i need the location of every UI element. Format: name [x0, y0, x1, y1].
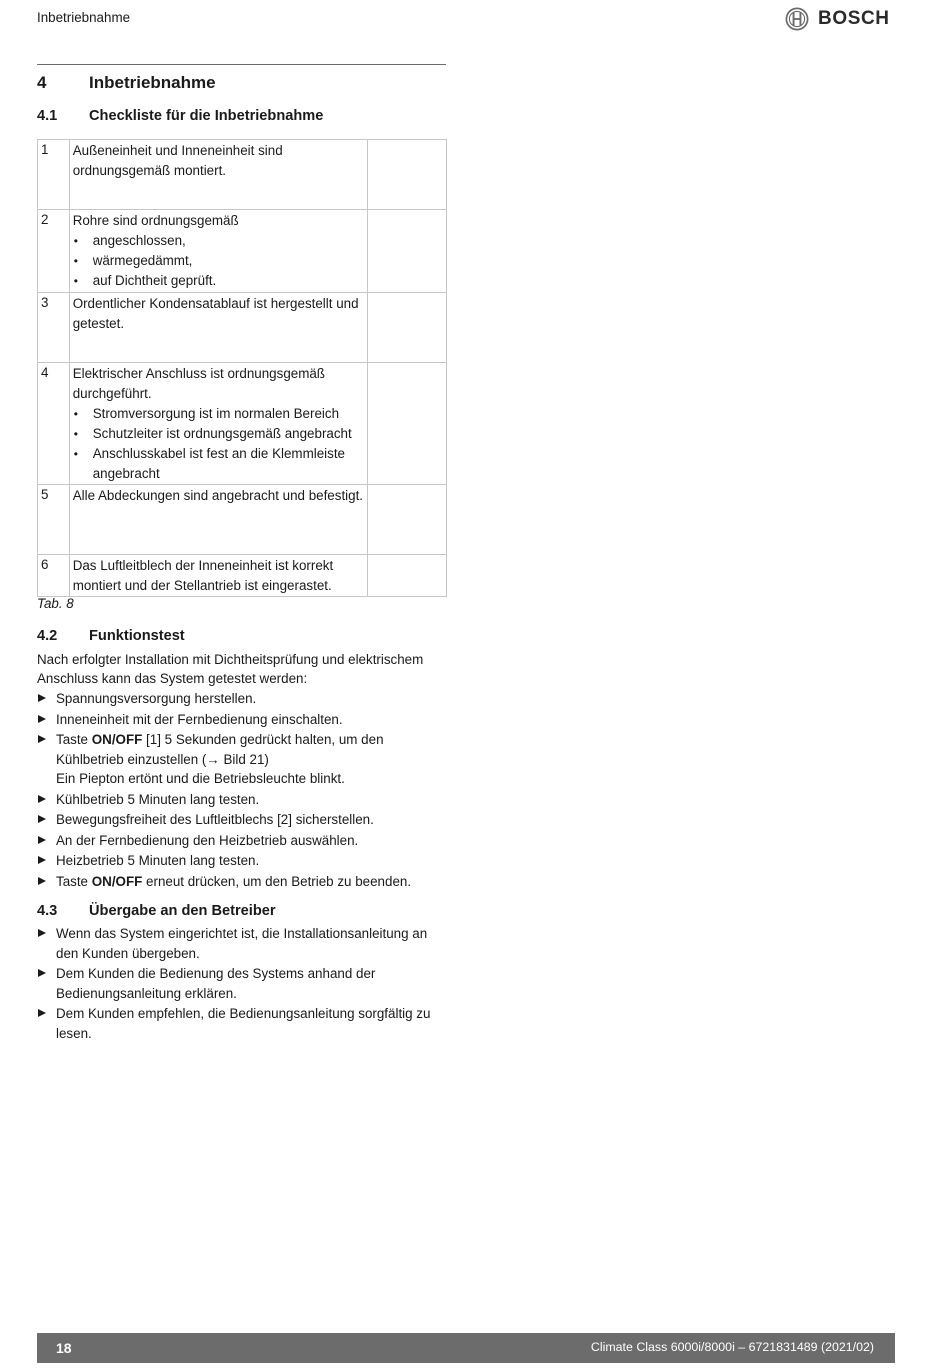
- step-item: [37, 964, 452, 1003]
- step-item: [37, 851, 452, 871]
- bosch-logo: [785, 7, 890, 31]
- section-title: Checkliste für die Inbetriebnahme: [89, 108, 324, 124]
- arrow-bullet-icon: [38, 969, 46, 977]
- arrow-bullet-icon: [38, 694, 46, 702]
- key-label: ON/OFF: [91, 873, 143, 889]
- step-text: An der Fernbedienung den Heizbetrieb auswählen.: [56, 832, 359, 848]
- arrow-bullet-icon: [38, 1009, 46, 1017]
- arrow-bullet-icon: [38, 856, 46, 864]
- row-text: Ordentlicher Kondensatablauf ist hergestellt und getestet.: [72, 296, 359, 331]
- section-number: 4.3: [37, 903, 58, 919]
- row-subitem: • Anschlusskabel ist fest an die Klemmleiste angebracht: [73, 444, 367, 484]
- step-item: [37, 730, 452, 789]
- step-item: [37, 689, 452, 709]
- row-number: 6: [38, 555, 70, 597]
- step-item: [37, 710, 452, 730]
- step-text: Kühlbetrieb 5 Minuten lang testen.: [56, 791, 260, 807]
- section-intro: Nach erfolgter Installation mit Dichtheitsprüfung und elektrischem Anschluss kann das System getestet werden:: [37, 652, 424, 686]
- table-caption: Tab. 8: [37, 596, 74, 611]
- arrow-bullet-icon: [38, 815, 46, 823]
- step-text-prefix: Taste: [56, 732, 92, 747]
- row-text: Rohre sind ordnungsgemäß: [72, 213, 239, 228]
- row-subitems: [73, 404, 367, 484]
- running-header: Inbetriebnahme: [37, 10, 131, 25]
- arrow-bullet-icon: [38, 715, 46, 723]
- checkbox-cell[interactable]: [368, 140, 447, 210]
- section-heading-4-1: [37, 108, 323, 124]
- page-footer: [37, 1333, 895, 1363]
- arrow-bullet-icon: [38, 929, 46, 937]
- row-number: 3: [38, 293, 70, 363]
- section-heading-4-3: [37, 903, 276, 919]
- checkbox-cell[interactable]: [368, 555, 447, 597]
- step-item: [37, 831, 452, 851]
- step-text: Dem Kunden empfehlen, die Bedienungsanleitung sorgfältig zu lesen.: [56, 1006, 431, 1041]
- arrow-bullet-icon: [38, 795, 46, 803]
- section-title: Funktionstest: [89, 628, 185, 644]
- checklist-row: [38, 363, 447, 485]
- page-number: 18: [56, 1340, 72, 1356]
- bosch-armature-icon: [785, 7, 809, 31]
- step-item: [37, 872, 452, 892]
- row-text-cell: [69, 210, 367, 293]
- row-subitem: • Schutzleiter ist ordnungsgemäß angebracht: [73, 424, 367, 444]
- handover-steps: [37, 924, 452, 1044]
- step-text-prefix: Taste: [56, 873, 92, 889]
- row-number: 1: [38, 140, 70, 210]
- row-number: 2: [38, 210, 70, 293]
- arrow-bullet-icon: [38, 735, 46, 743]
- step-text: Heizbetrieb 5 Minuten lang testen.: [56, 853, 260, 868]
- step-text: Spannungsversorgung herstellen.: [56, 691, 257, 706]
- step-item: [37, 810, 452, 830]
- row-text-cell: [69, 293, 367, 363]
- checklist-table: [37, 139, 447, 597]
- checkbox-cell[interactable]: [368, 363, 447, 485]
- row-subitem: • auf Dichtheit geprüft.: [73, 271, 367, 291]
- row-text: Elektrischer Anschluss ist ordnungsgemäß durchgeführt.: [72, 366, 325, 401]
- chapter-rule: [37, 64, 446, 65]
- row-text: Alle Abdeckungen sind angebracht und befestigt.: [72, 488, 364, 503]
- step-item: [37, 1004, 452, 1043]
- row-subitem: • Stromversorgung ist im normalen Bereich: [73, 404, 367, 424]
- row-text-cell: [69, 363, 367, 485]
- row-text-cell: [69, 555, 367, 597]
- checklist-row: [38, 293, 447, 363]
- checkbox-cell[interactable]: [368, 210, 447, 293]
- function-test-steps: [37, 689, 452, 892]
- arrow-bullet-icon: [38, 877, 46, 885]
- row-text: Das Luftleitblech der Inneneinheit ist korrekt montiert und der Stellantrieb ist eingerastet.: [72, 558, 334, 593]
- brand-name: BOSCH: [818, 8, 890, 29]
- checklist-row: [38, 210, 447, 293]
- step-text: [1] 5 Sekunden gedrückt halten, um den Kühlbetrieb einzustellen (→ Bild 21): [56, 732, 384, 767]
- row-subitems: [73, 231, 367, 291]
- section-number: 4.2: [37, 628, 58, 644]
- section-title: Übergabe an den Betreiber: [89, 903, 276, 919]
- step-text: Bewegungsfreiheit des Luftleitblechs [2] sicherstellen.: [56, 812, 374, 827]
- row-number: 4: [38, 363, 70, 485]
- step-text: Dem Kunden die Bedienung des Systems anhand der Bedienungsanleitung erklären.: [56, 966, 376, 1001]
- section-number: 4.1: [37, 108, 58, 124]
- row-text-cell: [69, 485, 367, 555]
- step-item: [37, 924, 452, 963]
- checklist-row: [38, 555, 447, 597]
- row-subitem: • wärmegedämmt,: [73, 251, 367, 271]
- row-number: 5: [38, 485, 70, 555]
- checkbox-cell[interactable]: [368, 293, 447, 363]
- document-reference: Climate Class 6000i/8000i – 6721831489 (2021/02): [590, 1340, 874, 1354]
- checklist-row: [38, 140, 447, 210]
- step-item: [37, 790, 452, 810]
- step-result-note: Ein Piepton ertönt und die Betriebsleuchte blinkt.: [56, 771, 345, 786]
- step-text: erneut drücken, um den Betrieb zu beenden.: [142, 873, 412, 889]
- checklist-row: [38, 485, 447, 555]
- chapter-heading: [37, 73, 216, 93]
- checkbox-cell[interactable]: [368, 485, 447, 555]
- section-heading-4-2: [37, 628, 185, 644]
- key-label: ON/OFF: [91, 732, 143, 747]
- row-subitem: • angeschlossen,: [73, 231, 367, 251]
- chapter-title: Inbetriebnahme: [89, 73, 216, 92]
- step-text: Wenn das System eingerichtet ist, die Installationsanleitung an den Kunden übergeben.: [56, 926, 428, 961]
- arrow-bullet-icon: [38, 836, 46, 844]
- chapter-number: 4: [37, 73, 47, 92]
- row-text: Außeneinheit und Inneneinheit sind ordnungsgemäß montiert.: [72, 143, 283, 178]
- row-text-cell: [69, 140, 367, 210]
- step-text: Inneneinheit mit der Fernbedienung einschalten.: [56, 711, 343, 727]
